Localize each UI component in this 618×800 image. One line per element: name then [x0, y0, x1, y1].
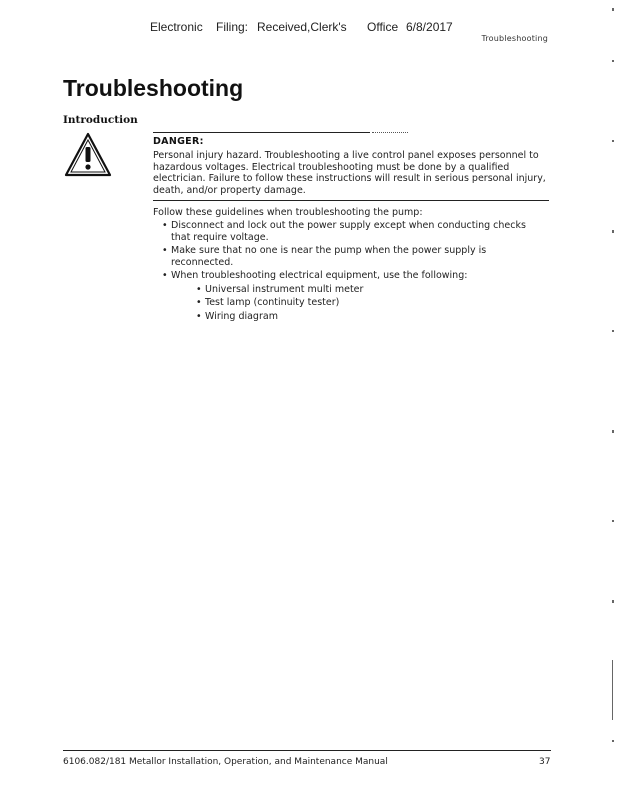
stamp-filing: Filing: — [216, 20, 249, 34]
stamp-electronic: Electronic — [150, 20, 203, 34]
list-item: • Wiring diagram — [171, 311, 548, 323]
list-item: • Universal instrument multi meter — [171, 284, 548, 296]
stamp-office: Office — [367, 20, 399, 34]
scan-edge-mark — [612, 230, 614, 233]
list-item: • Test lamp (continuity tester) — [171, 297, 548, 309]
scan-edge-mark — [612, 60, 614, 62]
scan-edge-mark — [612, 660, 613, 720]
stamp-date: 6/8/2017 — [406, 20, 453, 34]
scan-edge-mark — [612, 430, 614, 433]
stamp-received: Received,Clerk's — [257, 20, 347, 34]
list-item-text: When troubleshooting electrical equipment, use the following: — [171, 270, 468, 281]
list-item: • Make sure that no one is near the pump when the power supply is reconnected. — [153, 245, 548, 268]
guidelines-intro: Follow these guidelines when troubleshooting the pump: — [153, 207, 423, 218]
list-item: • Disconnect and lock out the power supply except when conducting checks that require voltage. — [153, 220, 548, 243]
danger-rule-top — [153, 132, 370, 133]
warning-triangle-icon — [64, 132, 112, 178]
running-head: Troubleshooting — [481, 34, 548, 43]
page-title: Troubleshooting — [63, 75, 244, 101]
list-item — [153, 270, 548, 322]
danger-rule-bottom — [153, 200, 549, 201]
footer-rule — [63, 750, 551, 751]
danger-text: Personal injury hazard. Troubleshooting a live control panel exposes personnel to hazardous voltages. Electrical troubleshooting must be done by a qualified electrician. Failure to follow these instructions will result in serious personal injury, death, and/or property damage. — [153, 150, 546, 196]
section-heading: Introduction — [63, 114, 138, 126]
scan-edge-mark — [612, 740, 614, 742]
scan-edge-mark — [612, 330, 614, 332]
guidelines-list — [153, 220, 548, 324]
equipment-list — [171, 284, 548, 323]
scan-edge-mark — [612, 600, 614, 603]
scan-edge-mark — [612, 140, 614, 142]
danger-label: DANGER: — [153, 136, 204, 147]
page-number: 37 — [539, 757, 551, 767]
danger-rule-top-tail — [372, 132, 408, 133]
scan-edge-mark — [612, 8, 614, 11]
scan-edge-mark — [612, 520, 614, 522]
footer-manual-title: 6106.082/181 Metallor Installation, Operation, and Maintenance Manual — [63, 757, 388, 767]
